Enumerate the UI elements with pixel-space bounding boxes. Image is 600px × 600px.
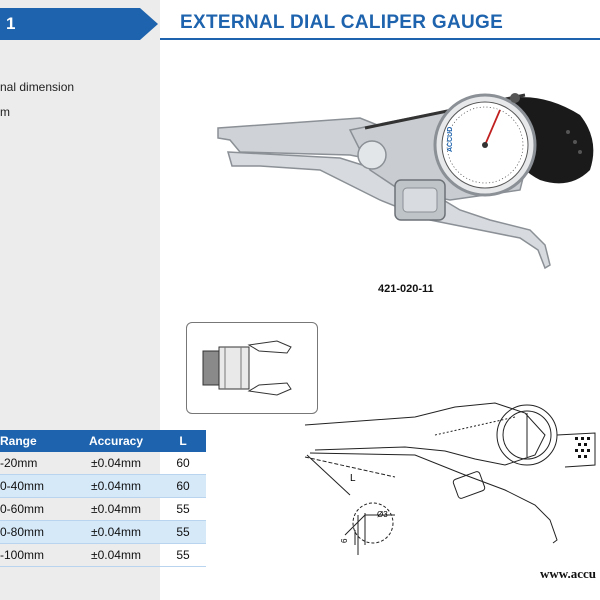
cell-accuracy: ±0.04mm — [72, 498, 160, 521]
product-code: 1 — [6, 14, 16, 33]
website-url: www.accu — [540, 566, 596, 581]
cell-l: 55 — [160, 544, 206, 567]
cell-range: 0-60mm — [0, 498, 72, 521]
table-row — [0, 452, 206, 475]
cell-range: -100mm — [0, 544, 72, 567]
code-tab-arrow — [140, 8, 158, 40]
drawing-label-L: L — [350, 473, 356, 484]
table-row — [0, 498, 206, 521]
drawing-label-depth: 6 — [340, 538, 349, 543]
technical-drawing — [295, 395, 600, 565]
cell-l: 60 — [160, 475, 206, 498]
cell-range: 0-40mm — [0, 475, 72, 498]
table-header-row — [0, 430, 206, 452]
cell-l: 55 — [160, 521, 206, 544]
cell-l: 55 — [160, 498, 206, 521]
cell-accuracy: ±0.04mm — [72, 475, 160, 498]
cell-range: -20mm — [0, 452, 72, 475]
cell-l: 60 — [160, 452, 206, 475]
cell-accuracy: ±0.04mm — [72, 452, 160, 475]
detail-circle — [353, 503, 393, 543]
table-row — [0, 544, 206, 567]
drawing-upper-jaw — [305, 403, 545, 465]
page-title: EXTERNAL DIAL CALIPER GAUGE — [180, 12, 504, 33]
caliper-gauge-photo — [200, 70, 600, 280]
drawing-label-diameter: Ø3 — [377, 510, 388, 519]
title-underline — [160, 38, 600, 40]
cell-accuracy: ±0.04mm — [72, 521, 160, 544]
spec-table — [0, 430, 206, 567]
header-accuracy: Accuracy — [72, 430, 160, 452]
part-number-label: 421-020-11 — [378, 283, 434, 295]
spec-line-measurement: nal dimension — [0, 80, 75, 94]
cell-range: 0-80mm — [0, 521, 72, 544]
cell-accuracy: ±0.04mm — [72, 544, 160, 567]
table-row — [0, 521, 206, 544]
header-l: L — [160, 430, 206, 452]
drawing-lever — [452, 471, 485, 499]
header-range: Range — [0, 430, 72, 452]
pivot-screw — [358, 141, 386, 169]
spec-line-unit: m — [0, 105, 10, 119]
table-row — [0, 475, 206, 498]
product-code-tab — [0, 8, 140, 40]
dial-brand: ACCUD — [447, 126, 454, 152]
